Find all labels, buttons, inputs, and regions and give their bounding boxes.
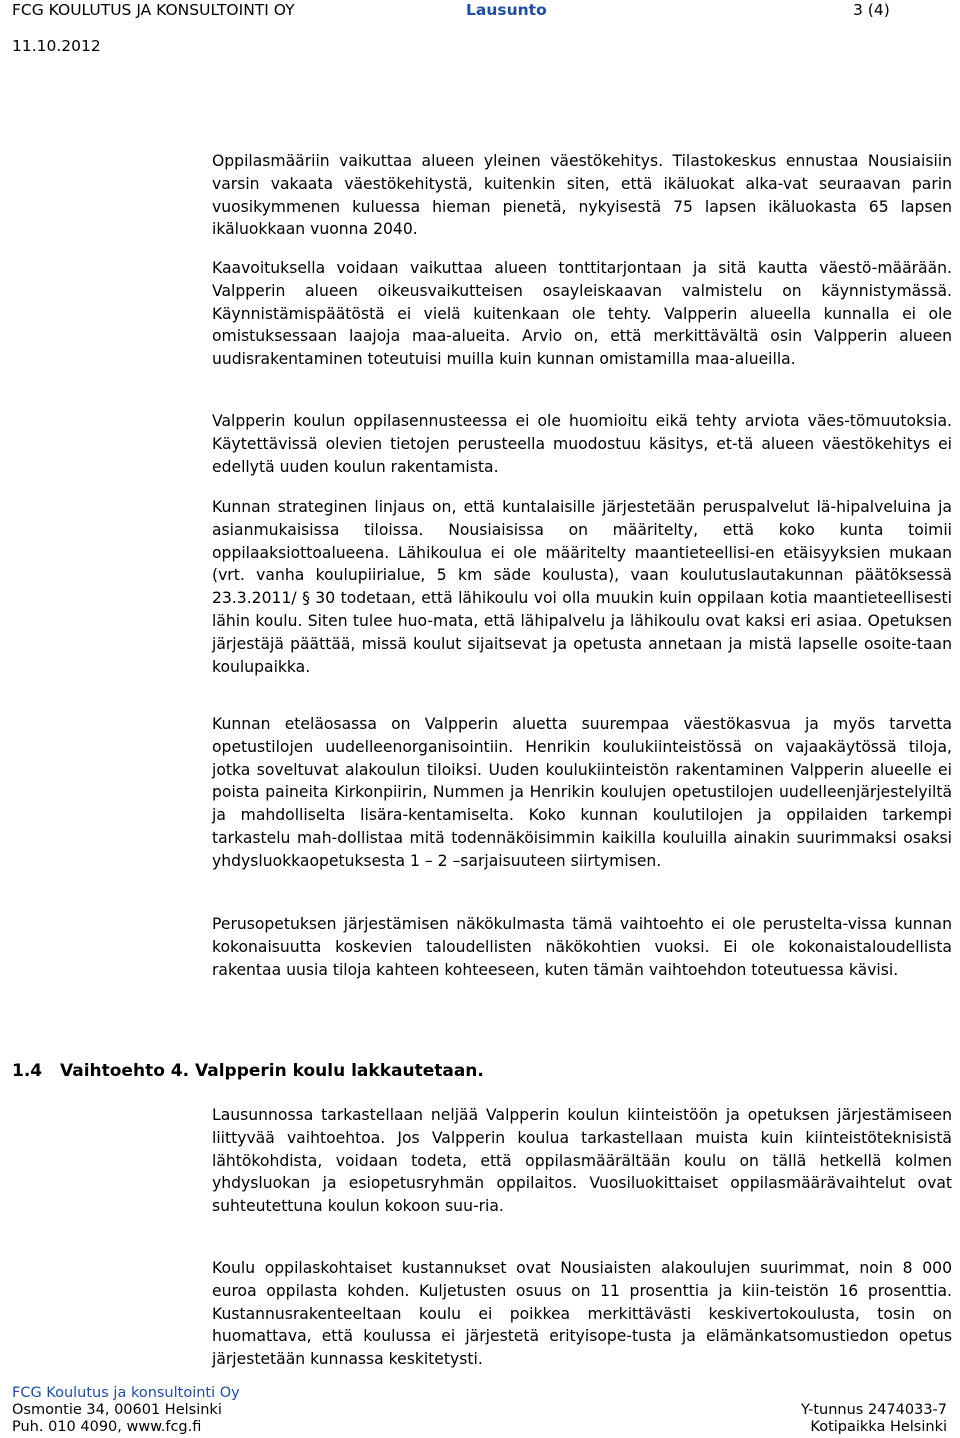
section-number: 1.4 <box>12 1061 43 1081</box>
paragraph-south <box>212 713 952 873</box>
section-heading <box>12 1060 484 1082</box>
document-type: Lausunto <box>466 1 547 19</box>
paragraph-zoning <box>212 257 952 371</box>
paragraph-strategy <box>212 496 952 678</box>
footer-address: Osmontie 34, 00601 Helsinki <box>12 1402 222 1418</box>
paragraph-text: Kunnan strateginen linjaus on, että kuntalaisille järjestetään peruspalvelut lä-hipalveluina ja asianmukaisissa tiloissa. Nousiaisissa on määritelty, että koko kunta toimii oppilaaksiottoalueena. Lähikoulua ei ole määritelty maantieteellisi-en etäisyyksien mukaan (vrt. vanha koulupiirialue, 5 km säde koulusta), vaan koulutuslautakunnan päätöksessä 23.3.2011/ § 30 todetaan, että lähikoulu voi olla muukin kuin oppilaan kotia maantieteellisesti lähin koulu. Siten tulee huo-mata, että lähipalvelu ja lähikoulu ovat kaksi eri asiaa. Opetuksen järjestäjä päättää, missä koulut sijaitsevat ja opetusta annetaan ja mistä lapselle osoite-taan koulupaikka. <box>212 498 952 676</box>
paragraph-forecast <box>212 410 952 478</box>
footer-domicile: Kotipaikka Helsinki <box>810 1419 947 1435</box>
footer-right <box>801 1385 947 1436</box>
section-title: Vaihtoehto 4. Valpperin koulu lakkautetaan. <box>60 1061 484 1081</box>
page-number: 3 (4) <box>853 1 890 19</box>
paragraph-text: Koulu oppilaskohtaiset kustannukset ovat Nousiaisten alakoulujen suurimmat, noin 8 000 euroa oppilasta kohden. Kuljetusten osuus on 11 prosenttia ja kiin-teistön 16 prosenttia. Kustannusrakenteeltaan koulu ei poikkea merkittävästi keskivertokoulusta, tosin on huomattava, että koulussa ei järjestetä erityisope-tusta ja elämänkatsomustiedon opetus järjestetään kunnassa keskitetysti. <box>212 1259 952 1369</box>
footer-business-id: Y-tunnus 2474033-7 <box>800 1402 947 1418</box>
document-date: 11.10.2012 <box>12 37 101 55</box>
paragraph-text: Lausunnossa tarkastellaan neljää Valpperin koulun kiinteistöön ja opetuksen järjestämiseen liittyvää vaihtoehtoa. Jos Valpperin koulua tarkastellaan muista kuin kiinteistöteknisistä lähtökohdista, voidaan todeta, että oppilasmäärältään koulu on tällä hetkellä kolmen yhdysluokan ja esiopetusryhmän oppilaitos. Vuosiluokittaiset oppilasmäärävaihtelut ovat suhteutettuna koulun kokoon suu-ria. <box>212 1106 952 1216</box>
paragraph-population <box>212 150 952 241</box>
paragraph-text: Kunnan eteläosassa on Valpperin aluetta suurempaa väestökasvua ja myös tarvetta opetustilojen uudelleenorganisointiin. Henrikin koulukiinteistössä on vajaakäytössä tiloja, jotka soveltuvat alakoulun tiloiksi. Uuden koulukiinteistön rakentaminen Valpperin alueelle ei poista paineita Kirkonpiirin, Nummen ja Henrikin koulujen opetustilojen uudelleenjärjestelyiltä ja mahdolliselta lisära-kentamiselta. Koko kunnan koulutilojen ja oppilaiden tarkempi tarkastelu mah-dollistaa mitä todennäköisimmin kaikilla kouluilla ainakin suurimmaksi osaksi yhdysluokkaopetuksesta 1 – 2 –sarjaisuuteen siirtymisen. <box>212 715 952 870</box>
header-company: FCG KOULUTUS JA KONSULTOINTI OY <box>12 1 295 19</box>
paragraph-text: Perusopetuksen järjestämisen näkökulmasta tämä vaihtoehto ei ole perustelta-vissa kunnan kokonaisuutta koskevien taloudellisten näkökohtien vuoksi. Ei ole kokonaistaloudellista rakentaa uusia tiloja kahteen kohteeseen, kuten tämän vaihtoehdon toteutuessa kävisi. <box>212 915 952 979</box>
paragraph-text: Valpperin koulun oppilasennusteessa ei ole huomioitu eikä tehty arviota väes-tömuutoksia. Käytettävissä olevien tietojen perusteella muodostuu käsitys, et-tä alueen väestökehitys ei edellytä uuden koulun rakentamista. <box>212 412 952 476</box>
footer-company: FCG Koulutus ja konsultointi Oy <box>12 1385 240 1401</box>
section-paragraph-overview <box>212 1104 952 1218</box>
footer-left <box>12 1385 240 1436</box>
paragraph-text: Oppilasmääriin vaikuttaa alueen yleinen väestökehitys. Tilastokeskus ennustaa Nousiaisiin varsin vakaata väestökehitystä, kuitenkin siten, että ikäluokat alka-vat seuraavan parin vuosikymmenen kuluessa hieman pienetä, nykyisestä 75 lapsen ikäluokasta 65 lapsen ikäluokkaan vuonna 2040. <box>212 152 952 239</box>
paragraph-conclusion <box>212 913 952 981</box>
footer-contact: Puh. 010 4090, www.fcg.fi <box>12 1419 202 1435</box>
section-paragraph-costs <box>212 1257 952 1371</box>
paragraph-text: Kaavoituksella voidaan vaikuttaa alueen tonttitarjontaan ja sitä kautta väestö-määrään. Valpperin alueen oikeusvaikutteisen osayleiskaavan valmistelu on käynnistymässä. Käynnistämispäätöstä ei vielä kuitenkaan ole tehty. Valpperin alueella kunnalla ei ole omistuksessaan laajoja maa-alueita. Arvio on, että merkittävältä osin Valpperin alueen uudisrakentaminen toteutuisi muilla kuin kunnan omistamilla maa-alueilla. <box>212 259 952 369</box>
